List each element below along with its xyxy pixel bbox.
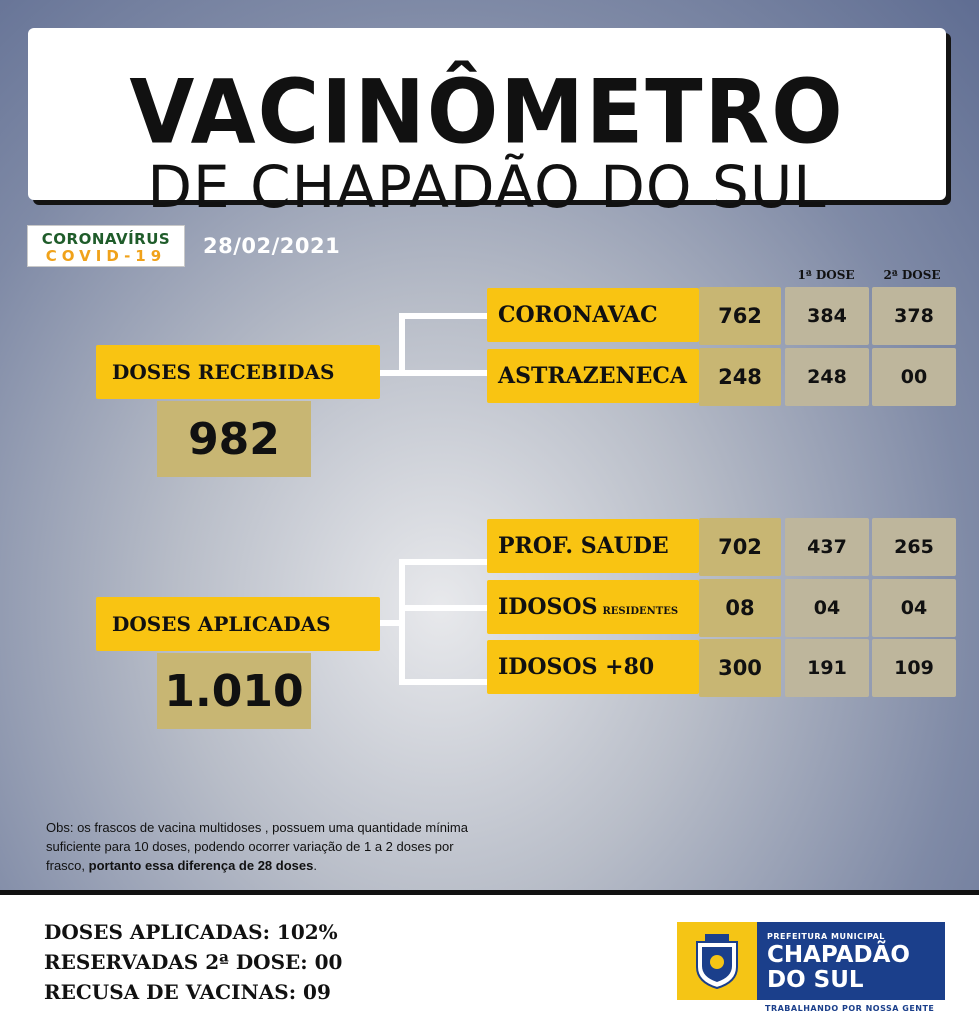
group-name: PROF. SAUDE xyxy=(498,533,669,559)
covid-badge-line1: CORONAVÍRUS xyxy=(41,230,171,248)
group-label-elderly-80 xyxy=(487,640,699,694)
summary-refused: RECUSA DE VACINAS: 09 xyxy=(44,980,331,1004)
vaccine-label-coronavac xyxy=(487,288,699,342)
bracket-connector xyxy=(399,559,489,685)
second-dose-value: 378 xyxy=(872,287,956,345)
vaccine-name: ASTRAZENECA xyxy=(498,363,687,389)
group-total: 08 xyxy=(699,579,781,637)
connector-line xyxy=(404,605,489,611)
vaccine-total: 762 xyxy=(699,287,781,345)
note-end: . xyxy=(313,858,317,873)
summary-reserved: RESERVADAS 2ª DOSE: 00 xyxy=(44,950,343,974)
note-text: Obs: os frascos de vacina multidoses , possuem uma quantidade mínima suficiente para 10 doses, podendo ocorrer variação de 1 a 2 doses por frasco, xyxy=(46,820,468,873)
group-label-elderly-residents xyxy=(487,580,699,634)
report-date: 28/02/2021 xyxy=(203,234,341,258)
page-title: VACINÔMETRO xyxy=(129,60,845,164)
note-bold: portanto essa diferença de 28 doses xyxy=(88,858,314,873)
second-dose-value: 04 xyxy=(872,579,956,637)
title-card xyxy=(28,28,946,221)
vaccine-name: CORONAVAC xyxy=(498,302,658,328)
group-name: IDOSOS +80 xyxy=(498,654,655,680)
group-subname: RESIDENTES xyxy=(602,605,679,617)
section-divider xyxy=(0,890,979,895)
doses-applied-total: 1.010 xyxy=(157,653,311,729)
group-name: IDOSOS xyxy=(498,594,598,620)
logo-prefix: PREFEITURA MUNICIPAL xyxy=(767,932,885,941)
doses-applied-label: DOSES APLICADAS xyxy=(96,597,380,651)
second-dose-value: 265 xyxy=(872,518,956,576)
header-first-dose: 1ª DOSE xyxy=(797,268,855,282)
municipality-logo xyxy=(677,922,945,1000)
logo-name-line1: CHAPADÃO xyxy=(767,942,910,968)
first-dose-value: 437 xyxy=(785,518,869,576)
summary-applied: DOSES APLICADAS: 102% xyxy=(44,920,338,944)
page-subtitle: DE CHAPADÃO DO SUL xyxy=(147,153,827,221)
group-label-health-workers xyxy=(487,519,699,573)
group-total: 300 xyxy=(699,639,781,697)
logo-name-line2: DO SUL xyxy=(767,967,864,993)
group-total: 702 xyxy=(699,518,781,576)
vaccine-total: 248 xyxy=(699,348,781,406)
covid-badge-line2: COVID-19 xyxy=(45,247,167,265)
city-seal-icon xyxy=(677,922,757,1000)
first-dose-value: 191 xyxy=(785,639,869,697)
doses-received-label: DOSES RECEBIDAS xyxy=(96,345,380,399)
second-dose-value: 109 xyxy=(872,639,956,697)
logo-tagline: TRABALHANDO POR NOSSA GENTE xyxy=(765,1004,935,1013)
header-second-dose: 2ª DOSE xyxy=(883,268,941,282)
second-dose-value: 00 xyxy=(872,348,956,406)
vaccine-label-astrazeneca xyxy=(487,349,699,403)
covid-badge xyxy=(27,225,185,267)
first-dose-value: 384 xyxy=(785,287,869,345)
first-dose-value: 248 xyxy=(785,348,869,406)
doses-received-total: 982 xyxy=(157,401,311,477)
observation-note xyxy=(46,818,496,875)
first-dose-value: 04 xyxy=(785,579,869,637)
bracket-connector xyxy=(399,313,489,376)
